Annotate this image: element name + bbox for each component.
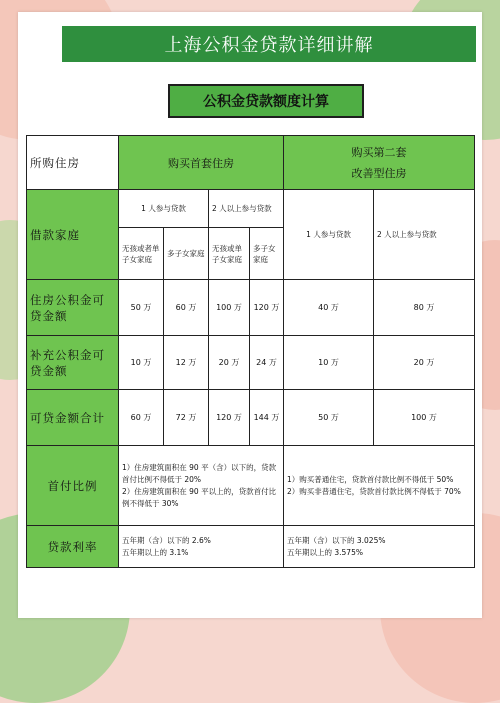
sub-multi-child: 多子女家庭: [164, 228, 209, 280]
table-row: [27, 336, 475, 390]
loan-table: [26, 135, 475, 568]
table-cell: 100 万: [209, 280, 250, 336]
header-second-line1: 购买第二套: [351, 146, 407, 159]
down-payment-first-2: 2）住房建筑面积在 90 平以上的，贷款首付比例不得低于 30%: [122, 486, 277, 508]
table-cell: 10 万: [119, 336, 164, 390]
rate-second: [284, 526, 475, 568]
down-payment-second-2: 2）购买非普通住宅，贷款首付款比例不得低于 70%: [287, 486, 461, 496]
sub-multi-child-2: 多子女家庭: [250, 228, 284, 280]
table-cell: 72 万: [164, 390, 209, 446]
row-label-down-payment: 首付比例: [27, 446, 119, 526]
table-row: [27, 390, 475, 446]
table-cell: 20 万: [209, 336, 250, 390]
second-multi-person: 2 人以上参与贷款: [374, 190, 475, 280]
table-cell: 100 万: [374, 390, 475, 446]
header-second-home: [284, 136, 475, 190]
rate-second-2: 五年期以上的 3.575%: [287, 547, 363, 557]
rate-first: [119, 526, 284, 568]
row-label-family: 借款家庭: [27, 190, 119, 280]
table-cell: 40 万: [284, 280, 374, 336]
table-cell: 144 万: [250, 390, 284, 446]
header-second-line2: 改善型住房: [351, 167, 407, 180]
table-row: [27, 526, 475, 568]
table-cell: 12 万: [164, 336, 209, 390]
table-cell: 50 万: [284, 390, 374, 446]
row-label-interest-rate: 贷款利率: [27, 526, 119, 568]
table-cell: 10 万: [284, 336, 374, 390]
rate-first-1: 五年期（含）以下的 2.6%: [122, 535, 211, 545]
sub-no-child: 无孩或者单子女家庭: [119, 228, 164, 280]
rate-second-1: 五年期（含）以下的 3.025%: [287, 535, 386, 545]
first-one-person: 1 人参与贷款: [119, 190, 209, 228]
row-label-purchased: 所购住房: [27, 136, 119, 190]
row-label-total: 可贷金额合计: [27, 390, 119, 446]
table-cell: 24 万: [250, 336, 284, 390]
document-page: [18, 12, 482, 618]
down-payment-second: [284, 446, 475, 526]
first-multi-person: 2 人以上参与贷款: [209, 190, 284, 228]
table-cell: 120 万: [250, 280, 284, 336]
down-payment-first-1: 1）住房建筑面积在 90 平（含）以下的，贷款首付比例不得低于 20%: [122, 462, 277, 484]
down-payment-second-1: 1）购买普通住宅，贷款首付款比例不得低于 50%: [287, 474, 454, 484]
table-row: [27, 190, 475, 228]
table-cell: 80 万: [374, 280, 475, 336]
sub-no-child-2: 无孩或单子女家庭: [209, 228, 250, 280]
section-subtitle: 公积金贷款额度计算: [168, 84, 364, 118]
row-label-housing-fund: 住房公积金可贷金额: [27, 280, 119, 336]
second-one-person: 1 人参与贷款: [284, 190, 374, 280]
down-payment-first: [119, 446, 284, 526]
rate-first-2: 五年期以上的 3.1%: [122, 547, 189, 557]
table-cell: 20 万: [374, 336, 475, 390]
table-cell: 60 万: [119, 390, 164, 446]
table-cell: 50 万: [119, 280, 164, 336]
table-row: [27, 446, 475, 526]
table-cell: 60 万: [164, 280, 209, 336]
header-first-home: 购买首套住房: [119, 136, 284, 190]
table-row: [27, 136, 475, 190]
table-row: [27, 280, 475, 336]
table-cell: 120 万: [209, 390, 250, 446]
page-title: 上海公积金贷款详细讲解: [62, 26, 476, 62]
row-label-supplementary-fund: 补充公积金可贷金额: [27, 336, 119, 390]
